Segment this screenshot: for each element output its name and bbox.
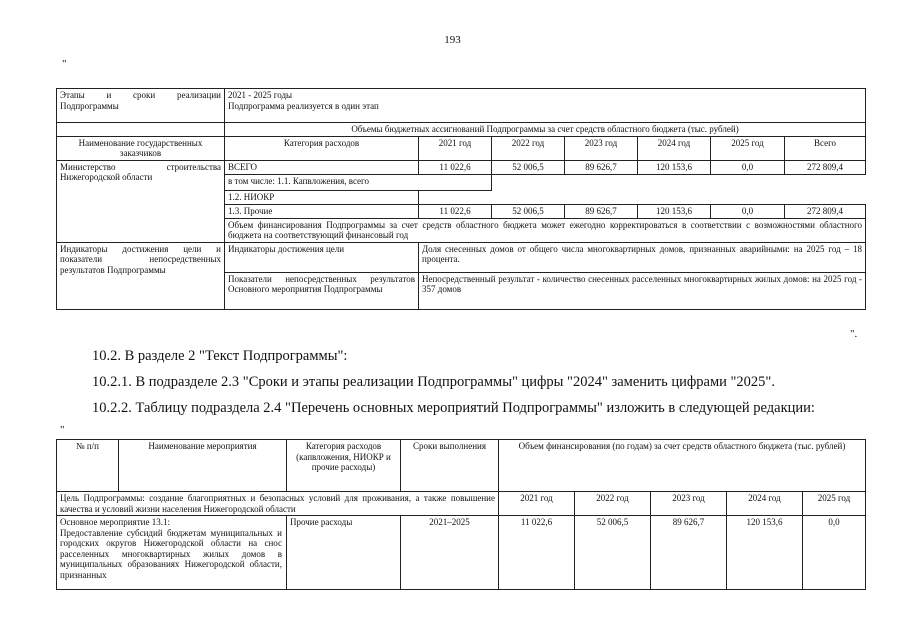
category-other: 1.3. Прочие (225, 204, 419, 218)
indicator-direct-label: Показатели непосредственных результатов Основного мероприятия Подпрограммы (225, 272, 419, 309)
measures-table (56, 439, 866, 590)
header-customers: Наименование государственных заказчиков (57, 136, 225, 160)
indicator-direct-value: Непосредственный результат - количество снесенных расселенных многоквартирных жилых домов: на 2025 год - 357 домов (419, 272, 866, 309)
paragraph-10-2: 10.2. В разделе 2 "Текст Подпрограммы": (92, 348, 348, 364)
header-2022: 2022 год (492, 136, 565, 160)
measure-category: Прочие расходы (287, 516, 401, 590)
measure-terms: 2021–2025 (401, 516, 499, 590)
header-expense-category: Категория расходов (капвложения, НИОКР и прочие расходы) (287, 440, 401, 492)
measure-13-1 (57, 516, 287, 590)
header-funding: Объем финансирования (по годам) за счет средств областного бюджета (тыс. рублей) (499, 440, 866, 492)
year-2021: 2021 год (499, 492, 575, 516)
value-cell: 89 626,7 (565, 160, 638, 174)
measure-value-2022: 52 006,5 (575, 516, 651, 590)
measure-value-2024: 120 153,6 (727, 516, 803, 590)
customer-name: Министерство строительства Нижегородской области (57, 160, 225, 242)
value-cell: 11 022,6 (419, 160, 492, 174)
value-cell: 89 626,7 (565, 204, 638, 218)
subprogram-goal: Цель Подпрограммы: создание благоприятных и безопасных условий для проживания, а также повышение качества и условий жизни населения Нижегородской области (57, 492, 499, 516)
category-niokr: 1.2. НИОКР (225, 190, 419, 204)
value-cell: 52 006,5 (492, 204, 565, 218)
measure-description: Предоставление субсидий бюджетам муниципальных и городских округов Нижегородской области на снос расселенных многоквартирных жилых домов в муниципальных образованиях Нижегородской области, признанных (60, 527, 282, 580)
value-cell: 272 809,4 (785, 204, 866, 218)
category-capital: в том числе: 1.1. Капвложения, всего (225, 174, 492, 190)
header-2024: 2024 год (638, 136, 711, 160)
stages-label: Этапы и сроки реализации Подпрограммы (57, 89, 225, 123)
measure-value-2025: 0,0 (803, 516, 866, 590)
indicators-label: Индикаторы достижения цели и показатели непосредственных результатов Подпрограммы (57, 242, 225, 309)
header-terms: Сроки выполнения (401, 440, 499, 492)
measure-value-2023: 89 626,7 (651, 516, 727, 590)
page-number: 193 (444, 34, 461, 46)
opening-quote-1: " (62, 58, 67, 70)
header-number: № п/п (57, 440, 119, 492)
value-cell: 52 006,5 (492, 160, 565, 174)
closing-quote-1: ". (850, 328, 858, 340)
header-measure-name: Наименование мероприятия (119, 440, 287, 492)
indicator-goal-label: Индикаторы достижения цели (225, 242, 419, 272)
header-total: Всего (785, 136, 866, 160)
header-2023: 2023 год (565, 136, 638, 160)
financing-note: Объем финансирования Подпрограммы за счет средств областного бюджета может ежегодно корректироваться в соответствии с возможностями областного бюджета на соответствующий финансовый год (225, 218, 866, 242)
measure-title: Основное мероприятие 13.1: (60, 517, 170, 527)
header-category: Категория расходов (225, 136, 419, 160)
header-2021: 2021 год (419, 136, 492, 160)
year-2023: 2023 год (651, 492, 727, 516)
year-2024: 2024 год (727, 492, 803, 516)
paragraph-10-2-1: 10.2.1. В подразделе 2.3 "Сроки и этапы реализации Подпрограммы" цифры "2024" заменить цифрами "2025". (92, 374, 775, 390)
value-cell: 120 153,6 (638, 204, 711, 218)
value-cell: 272 809,4 (785, 160, 866, 174)
value-cell: 120 153,6 (638, 160, 711, 174)
subprogram-passport-table (56, 88, 866, 310)
indicator-goal-value: Доля снесенных домов от общего числа многоквартирных домов, признанных аварийными: на 2025 год – 18 процента. (419, 242, 866, 272)
year-2025: 2025 год (803, 492, 866, 516)
year-2022: 2022 год (575, 492, 651, 516)
category-total: ВСЕГО (225, 160, 419, 174)
header-2025: 2025 год (711, 136, 785, 160)
paragraph-10-2-2: 10.2.2. Таблицу подраздела 2.4 "Перечень основных мероприятий Подпрограммы" изложить в следующей редакции: (92, 400, 815, 416)
stages-value: 2021 - 2025 годы Подпрограмма реализуется в один этап (225, 89, 866, 123)
opening-quote-2: " (60, 424, 65, 436)
measure-value-2021: 11 022,6 (499, 516, 575, 590)
value-cell: 0,0 (711, 160, 785, 174)
value-cell: 0,0 (711, 204, 785, 218)
volumes-header: Объемы бюджетных ассигнований Подпрограммы за счет средств областного бюджета (тыс. рублей) (225, 123, 866, 137)
value-cell: 11 022,6 (419, 204, 492, 218)
